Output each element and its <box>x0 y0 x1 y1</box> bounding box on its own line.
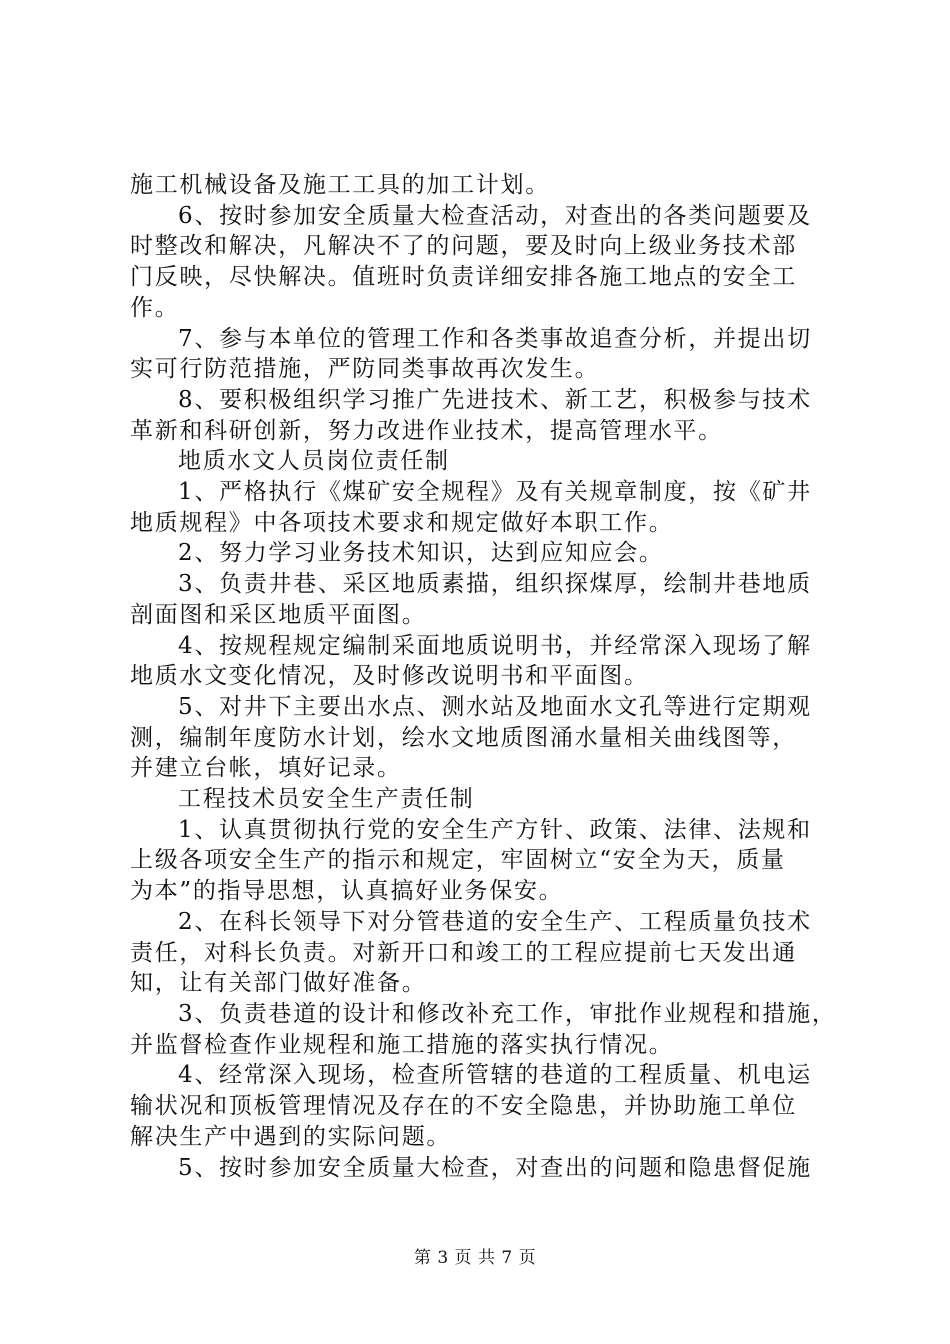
text-line: 并监督检查作业规程和施工措施的落实执行情况。 <box>130 1031 674 1058</box>
text-line: 地质水文人员岗位责任制 <box>178 448 450 475</box>
text-line: 实可行防范措施，严防同类事故再次发生。 <box>130 356 600 383</box>
text-line: 3、负责巷道的设计和修改补充工作，审批作业规程和措施， <box>178 1000 837 1027</box>
text-line: 地质规程》中各项技术要求和规定做好本职工作。 <box>130 509 674 536</box>
text-line: 门反映，尽快解决。值班时负责详细安排各施工地点的安全工 <box>130 264 797 291</box>
text-line: 4、经常深入现场，检查所管辖的巷道的工程质量、机电运 <box>178 1062 812 1089</box>
text-line: 1、严格执行《煤矿安全规程》及有关规章制度，按《矿井 <box>178 479 812 506</box>
text-line: 输状况和顶板管理情况及存在的不安全隐患，并协助施工单位 <box>130 1093 797 1120</box>
text-line: 2、努力学习业务技术知识，达到应知应会。 <box>178 540 664 567</box>
text-line: 解决生产中遇到的实际问题。 <box>130 1123 452 1150</box>
text-line: 2、在科长领导下对分管巷道的安全生产、工程质量负技术 <box>178 908 812 935</box>
text-line: 6、按时参加安全质量大检查活动，对查出的各类问题要及 <box>178 202 812 229</box>
text-line: 革新和科研创新，努力改进作业技术，提高管理水平。 <box>130 417 723 444</box>
text-line: 时整改和解决，凡解决不了的问题，要及时向上级业务技术部 <box>130 233 797 260</box>
text-line: 5、对井下主要出水点、测水站及地面水文孔等进行定期观 <box>178 693 812 720</box>
text-line: 作。 <box>130 294 180 321</box>
text-line: 地质水文变化情况，及时修改说明书和平面图。 <box>130 663 649 690</box>
text-line: 8、要积极组织学习推广先进技术、新工艺，积极参与技术 <box>178 386 812 413</box>
text-line: 知，让有关部门做好准备。 <box>130 970 427 997</box>
text-line: 上级各项安全生产的指示和规定，牢固树立“安全为天，质量 <box>130 847 786 874</box>
text-line: 1、认真贯彻执行党的安全生产方针、政策、法律、法规和 <box>178 816 812 843</box>
text-line: 3、负责井巷、采区地质素描，组织探煤厚，绘制井巷地质 <box>178 571 812 598</box>
text-line: 测，编制年度防水计划，绘水文地质图涌水量相关曲线图等， <box>130 724 797 751</box>
text-line: 7、参与本单位的管理工作和各类事故追查分析，并提出切 <box>178 325 812 352</box>
text-line: 并建立台帐，填好记录。 <box>130 755 402 782</box>
text-line: 施工机械设备及施工工具的加工计划。 <box>130 172 550 198</box>
text-line: 剖面图和采区地质平面图。 <box>130 601 427 628</box>
text-line: 为本”的指导思想，认真搞好业务保安。 <box>130 878 564 905</box>
text-line: 责任，对科长负责。对新开口和竣工的工程应提前七天发出通 <box>130 939 797 966</box>
text-line: 5、按时参加安全质量大检查，对查出的问题和隐患督促施 <box>178 1154 812 1181</box>
page-footer: 第 3 页 共 7 页 <box>413 1248 537 1268</box>
document-body <box>130 170 837 1183</box>
text-line: 4、按规程规定编制采面地质说明书，并经常深入现场了解 <box>178 632 812 659</box>
text-line: 工程技术员安全生产责任制 <box>178 786 475 813</box>
